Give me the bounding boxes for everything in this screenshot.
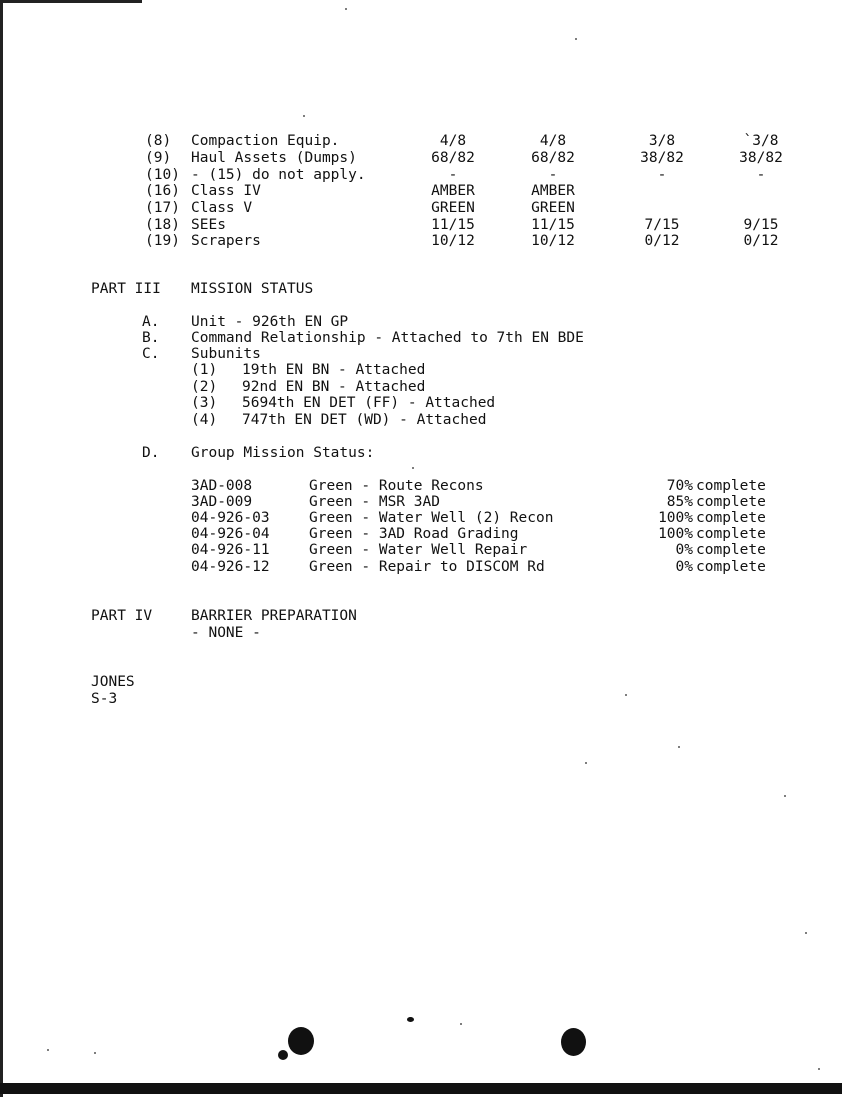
row-number: (10) — [145, 167, 180, 183]
row-value-col2: 68/82 — [531, 150, 575, 166]
scan-speck — [303, 115, 305, 117]
row-value-col1: AMBER — [431, 183, 475, 199]
subunit-text: 19th EN BN - Attached — [242, 362, 426, 378]
subunit-text: 747th EN DET (WD) - Attached — [242, 412, 487, 428]
row-value-col2: 10/12 — [531, 233, 575, 249]
scan-speck — [678, 746, 680, 748]
row-label: Compaction Equip. — [191, 133, 340, 149]
mission-percent: 0% — [675, 542, 693, 558]
scan-speck — [818, 1068, 820, 1070]
scan-edge-top — [0, 0, 142, 3]
mission-desc: Green - 3AD Road Grading — [309, 526, 519, 542]
mission-status: complete — [696, 494, 766, 510]
row-value-col4: 0/12 — [743, 233, 779, 249]
mission-desc: Green - Route Recons — [309, 478, 484, 494]
mission-percent: 100% — [658, 510, 693, 526]
row-value-col1: 11/15 — [431, 217, 475, 233]
subunit-number: (1) — [191, 362, 218, 378]
row-value-col2: 11/15 — [531, 217, 575, 233]
scan-speck — [407, 1017, 414, 1022]
row-value-col4: 9/15 — [743, 217, 779, 233]
group-letter: D. — [142, 445, 160, 461]
row-value-col2: GREEN — [531, 200, 575, 216]
scan-speck — [585, 762, 587, 764]
row-value-col3: 38/82 — [640, 150, 684, 166]
mission-id: 04-926-03 — [191, 510, 270, 526]
mission-status: complete — [696, 559, 766, 575]
scan-speck — [345, 8, 347, 10]
subunit-number: (4) — [191, 412, 218, 428]
mission-desc: Green - MSR 3AD — [309, 494, 440, 510]
scan-blot — [288, 1027, 314, 1055]
row-value-col3: - — [657, 167, 667, 183]
row-value-col1: 4/8 — [439, 133, 467, 149]
row-value-col1: - — [448, 167, 458, 183]
mission-status: complete — [696, 510, 766, 526]
row-label: SEEs — [191, 217, 226, 233]
scan-speck — [625, 694, 627, 696]
part-3-heading: PART III — [91, 281, 161, 297]
row-value-col4: `3/8 — [743, 133, 779, 149]
row-value-col1: 10/12 — [431, 233, 475, 249]
scan-speck — [460, 1023, 462, 1025]
mission-id: 3AD-008 — [191, 478, 253, 494]
item-text: Unit - 926th EN GP — [191, 314, 349, 330]
item-text: Subunits — [191, 346, 261, 362]
mission-id: 04-926-12 — [191, 559, 270, 575]
part-3-title: MISSION STATUS — [191, 281, 314, 297]
row-value-col3: 3/8 — [648, 133, 676, 149]
scan-speck — [94, 1052, 96, 1054]
mission-status: complete — [696, 542, 766, 558]
mission-percent: 85% — [666, 494, 693, 510]
mission-desc: Green - Water Well Repair — [309, 542, 528, 558]
subunit-number: (3) — [191, 395, 218, 411]
row-value-col4: - — [756, 167, 766, 183]
scan-speck — [278, 1050, 288, 1060]
subunit-text: 92nd EN BN - Attached — [242, 379, 426, 395]
scan-blot — [561, 1028, 586, 1056]
subunit-text: 5694th EN DET (FF) - Attached — [242, 395, 496, 411]
part-4-heading: PART IV — [91, 608, 153, 624]
signer-office: S-3 — [91, 691, 118, 707]
item-text: Command Relationship - Attached to 7th EN BDE — [191, 330, 584, 346]
signer-name: JONES — [91, 674, 135, 690]
scan-speck — [805, 932, 807, 934]
group-title: Group Mission Status: — [191, 445, 375, 461]
row-number: (9) — [145, 150, 172, 166]
mission-status: complete — [696, 526, 766, 542]
scan-speck — [412, 467, 414, 469]
row-value-col3: 7/15 — [644, 217, 680, 233]
row-label: Haul Assets (Dumps) — [191, 150, 357, 166]
row-value-col4: 38/82 — [739, 150, 783, 166]
scan-speck — [784, 795, 786, 797]
mission-percent: 70% — [666, 478, 693, 494]
mission-id: 04-926-11 — [191, 542, 270, 558]
row-value-col3: 0/12 — [644, 233, 680, 249]
scan-edge-left — [0, 0, 3, 1097]
mission-status: complete — [696, 478, 766, 494]
scan-speck — [575, 38, 577, 40]
row-value-col2: - — [548, 167, 558, 183]
row-number: (19) — [145, 233, 180, 249]
row-number: (17) — [145, 200, 180, 216]
scan-speck — [47, 1049, 49, 1051]
mission-percent: 100% — [658, 526, 693, 542]
part-4-value: - NONE - — [191, 625, 261, 641]
row-number: (16) — [145, 183, 180, 199]
row-label: Class IV — [191, 183, 261, 199]
scan-edge-bottom — [0, 1083, 842, 1094]
row-value-col2: 4/8 — [539, 133, 567, 149]
row-value-col1: GREEN — [431, 200, 475, 216]
row-label: Scrapers — [191, 233, 261, 249]
row-label: - (15) do not apply. — [191, 167, 366, 183]
row-value-col1: 68/82 — [431, 150, 475, 166]
row-value-col2: AMBER — [531, 183, 575, 199]
mission-desc: Green - Water Well (2) Recon — [309, 510, 554, 526]
mission-percent: 0% — [675, 559, 693, 575]
mission-id: 3AD-009 — [191, 494, 253, 510]
item-letter: A. — [142, 314, 160, 330]
item-letter: B. — [142, 330, 160, 346]
item-letter: C. — [142, 346, 160, 362]
row-label: Class V — [191, 200, 253, 216]
mission-desc: Green - Repair to DISCOM Rd — [309, 559, 545, 575]
subunit-number: (2) — [191, 379, 218, 395]
part-4-title: BARRIER PREPARATION — [191, 608, 357, 624]
mission-id: 04-926-04 — [191, 526, 270, 542]
row-number: (8) — [145, 133, 172, 149]
row-number: (18) — [145, 217, 180, 233]
